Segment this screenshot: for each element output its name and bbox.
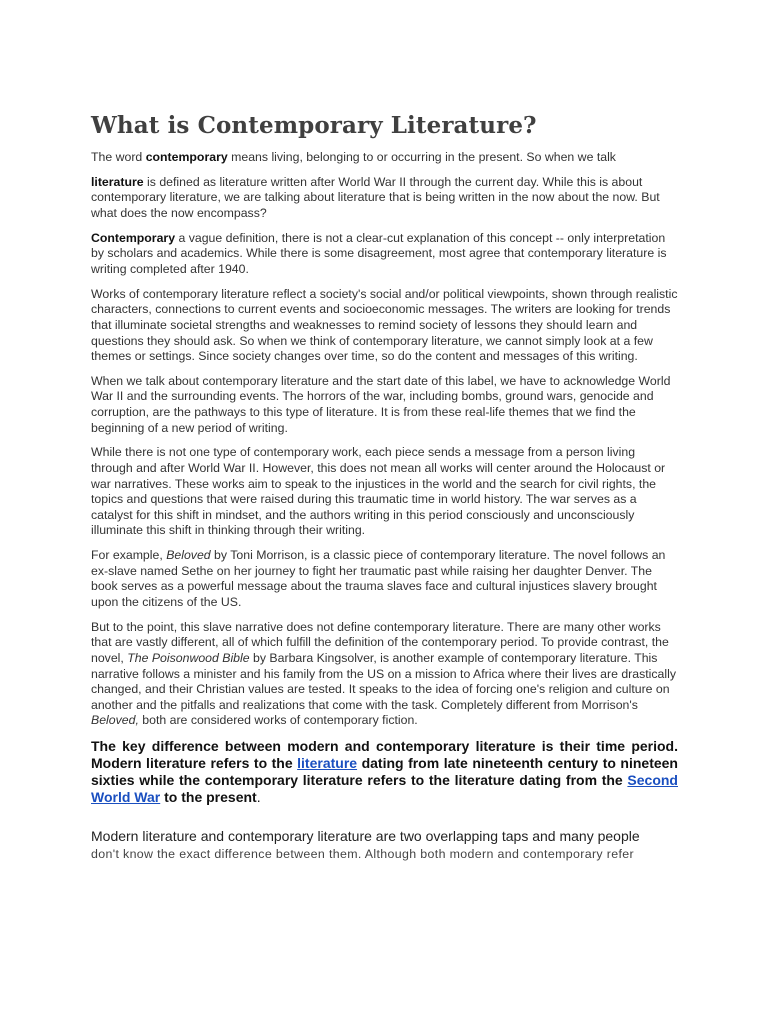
closing-line-1: Modern literature and contemporary literature are two overlapping taps and many people bbox=[91, 828, 640, 845]
article-body bbox=[91, 150, 678, 863]
book-title: Beloved bbox=[166, 548, 211, 563]
paragraph-4: Works of contemporary literature reflect a society's social and/or political viewpoints, shown through realistic characters, connections to current events and socioeconomic messages. The writers are looking for trends that illuminate societal strengths and weaknesses to remind society of lessons they should learn and questions they should ask. So when we think of contemporary literature, we cannot simply look at a few themes or settings. Since society changes over time, so do the content and messages of this writing. bbox=[91, 286, 678, 364]
paragraph-8: But to the point, this slave narrative does not define contemporary literature. There are many other works that are vastly different, all of which fulfill the definition of the contemporary period. To provide contrast, the novel, The Poisonwood Bible by Barbara Kingsolver, is another example of contemporary literature. This narrative follows a minister and his family from the US on a mission to Africa where their lives are drastically changed, and their Christian values are tested. It speaks to the idea of forcing one's religion and culture on another and the pitfalls and realizations that come with the task. Completely different from Morrison's Beloved, both are considered works of contemporary fiction. bbox=[91, 619, 677, 728]
paragraph-3: Contemporary a vague definition, there is not a clear-cut explanation of this concept -- only interpretation by scholars and academics. While there is some disagreement, most agree that contemporary literature is writing completed after 1940. bbox=[91, 230, 667, 276]
closing-paragraph bbox=[91, 827, 678, 863]
book-title: Beloved, bbox=[91, 713, 139, 728]
paragraph-1: The word contemporary means living, belonging to or occurring in the present. So when we talk bbox=[91, 150, 616, 164]
bold-term: literature bbox=[91, 174, 144, 189]
closing-line-2: don't know the exact difference between them. Although both modern and contemporary refer bbox=[91, 847, 634, 862]
page-title: What is Contemporary Literature? bbox=[91, 112, 537, 139]
paragraph-5: When we talk about contemporary literature and the start date of this label, we have to acknowledge World War II and the surrounding events. The horrors of the war, including bombs, ground wars, genocide and corruption, are the pathways to this type of literature. It is from these real-life themes that we find the beginning of a new period of writing. bbox=[91, 373, 671, 435]
paragraph-6: While there is not one type of contemporary work, each piece sends a message from a person living through and after World War II. However, this does not mean all works will center around the Holocaust or war narratives. These works aim to speak to the injustices in the world and the search for civil rights, the topics and questions that were raised during this traumatic time in world history. The war serves as a catalyst for this shift in mindset, and the authors writing in this period consciously and unconsciously illuminate this shift in thinking through their writing. bbox=[91, 445, 666, 538]
literature-link[interactable]: literature bbox=[297, 755, 358, 772]
bold-term: Contemporary bbox=[91, 230, 176, 245]
paragraph-7: For example, Beloved by Toni Morrison, is a classic piece of contemporary literature. The novel follows an ex-slave named Sethe on her journey to fight her traumatic past while raising her daughter Denver. The book serves as a powerful message about the trauma slaves face and cultural injustices slavery brought upon the citizens of the US. bbox=[91, 548, 666, 609]
second-world-war-link[interactable]: Second World War bbox=[91, 772, 678, 806]
paragraph-2: literature is defined as literature written after World War II through the current day. While this is about contemporary literature, we are talking about literature that is being written in the now about the now. But what does the now encompass? bbox=[91, 174, 660, 220]
key-difference-paragraph: The key difference between modern and contemporary literature is their time period. Modern literature refers to the literature dating from late nineteenth century to nineteen sixties while the contemporary literature refers to the literature dating from the Second World War to the present. bbox=[91, 738, 678, 806]
book-title: The Poisonwood Bible bbox=[127, 650, 250, 665]
bold-term: contemporary bbox=[145, 150, 228, 164]
